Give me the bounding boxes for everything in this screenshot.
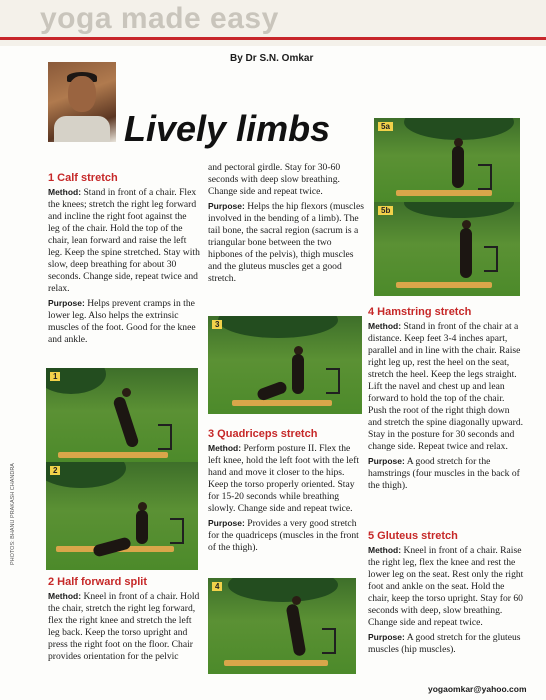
hamstring-purpose	[368, 455, 524, 492]
person-figure	[292, 354, 304, 394]
title-divider	[0, 37, 546, 40]
quadriceps-purpose	[208, 517, 364, 554]
yoga-mat	[224, 660, 328, 666]
person-leg	[92, 536, 132, 557]
method-label: Method:	[368, 545, 402, 555]
yoga-mat	[232, 400, 332, 406]
quadriceps-method	[208, 442, 364, 515]
person-figure	[286, 603, 307, 656]
tree-foliage	[404, 202, 514, 218]
photo-number-tag: 3	[212, 320, 222, 329]
calf-stretch-section	[48, 172, 200, 348]
yoga-mat	[58, 452, 168, 458]
gluteus-title: 5 Gluteus stretch	[368, 530, 458, 542]
quadriceps-section	[208, 428, 364, 556]
method-label: Method:	[48, 591, 82, 601]
photo-number-tag: 1	[50, 372, 60, 381]
half-split-purpose	[208, 200, 364, 285]
article-headline: Lively limbs	[124, 108, 331, 149]
photo-number-tag: 5b	[378, 206, 393, 215]
person-leg	[256, 380, 288, 402]
hamstring-method-text: Stand in front of the chair at a distance. Keep feet 3-4 inches apart, parallel and in line with the chair. Raise right leg up, rest the heel on the seat, stretch the heel. Keep the legs straight. Lift the navel and chest up and lean forward to hold the top of the chair. Push the root of the right thigh down and stretch the spine diagonally upward. Stay in the posture for 30 seconds and change side. Repeat twice and relax.	[368, 321, 524, 452]
hamstring-method	[368, 320, 524, 453]
method-label: Method:	[368, 321, 402, 331]
half-split-method	[48, 590, 202, 663]
chair	[170, 518, 184, 544]
calf-method	[48, 186, 200, 295]
purpose-label: Purpose:	[48, 298, 85, 308]
half-split-section	[48, 576, 202, 665]
chair	[158, 424, 172, 450]
photo-half-forward-split	[46, 462, 198, 570]
author-email[interactable]: yogaomkar@yahoo.com	[428, 684, 527, 694]
photo-quadriceps-stretch	[208, 316, 362, 414]
gluteus-method-text: Kneel in front of a chair. Raise the right leg, flex the knee and rest the lower leg on the seat. Rest only the right foot and ankle on the seat. Hold the chair, keep the torso upright. Stay for 60 seconds with deep, slow breathing. Change side and repeat twice.	[368, 545, 524, 628]
photo-number-tag: 5a	[378, 122, 393, 131]
half-split-method-text: Kneel in front of a chair. Hold the chair, stretch the right leg forward, flex the right knee and stretch the left leg back. Keep the torso upright and press the right foot on the floor. Chair provides orientation for the pelvic	[48, 591, 200, 662]
method-label: Method:	[48, 187, 82, 197]
photo-gluteus-stretch-a	[374, 118, 520, 202]
calf-purpose-text: Helps prevent cramps in the lower leg. Also helps the extrinsic muscles of the foot. Good for the knee and ankle.	[48, 298, 196, 345]
yoga-mat	[396, 282, 492, 288]
half-split-continued-text: and pectoral girdle. Stay for 30-60 seconds with deep slow breathing. Change side and repeat twice.	[208, 162, 341, 197]
hamstring-purpose-text: A good stretch for the hamstrings (four muscles in the back of the thigh).	[368, 456, 520, 491]
author-portrait	[48, 62, 116, 142]
gluteus-section	[368, 530, 524, 658]
photo-number-tag: 2	[50, 466, 60, 475]
quadriceps-purpose-text: Provides a very good stretch for the quadriceps (muscles in the front of the thigh).	[208, 518, 359, 553]
half-split-title: 2 Half forward split	[48, 576, 148, 588]
person-figure	[112, 395, 139, 448]
chair	[478, 164, 492, 190]
chair	[322, 628, 336, 654]
purpose-label: Purpose:	[208, 201, 245, 211]
person-figure	[460, 228, 472, 278]
calf-stretch-title: 1 Calf stretch	[48, 172, 118, 184]
quadriceps-title: 3 Quadriceps stretch	[208, 428, 318, 440]
person-figure	[136, 510, 148, 544]
person-head	[122, 388, 131, 397]
half-split-purpose-text: Helps the hip flexors (muscles involved in the bending of a limb). The tail bone, the sacral region (sacrum is a triangular bone between the two hipbones of the pelvis), thigh muscles and the gluteus muscles get a good stretch.	[208, 201, 364, 284]
portrait-face	[68, 76, 96, 112]
quadriceps-method-text: Perform posture II. Flex the left knee, hold the left foot with the left hand and move it closer to the hips. Keep the torso properly oriented. Stay for 15-20 seconds while breathing slowly. Change side and repeat twice.	[208, 443, 360, 514]
photo-number-tag: 4	[212, 582, 222, 591]
gluteus-method	[368, 544, 524, 629]
calf-method-text: Stand in front of a chair. Flex the knees; stretch the right leg forward and incline the right foot against the leg of the chair. Hold the top of the chair, lean forward and raise the left leg. Keep the spine stretched. Stay with slow, deep breathing for about 30 seconds. Change side, repeat twice and relax.	[48, 187, 200, 294]
tree-foliage	[404, 118, 514, 140]
chair	[484, 246, 498, 272]
gluteus-purpose-text: A good stretch for the gluteus muscles (hip muscles).	[368, 632, 521, 655]
portrait-shirt	[54, 116, 110, 142]
calf-purpose	[48, 297, 200, 346]
gluteus-purpose	[368, 631, 524, 656]
photo-credit: PHOTOS: BHANU PRAKASH CHANDRA	[10, 463, 16, 565]
chair	[326, 368, 340, 394]
photo-gluteus-stretch-b	[374, 202, 520, 296]
purpose-label: Purpose:	[368, 632, 405, 642]
magazine-section-title: yoga made easy	[40, 2, 279, 35]
half-split-continued	[208, 162, 364, 287]
person-figure	[452, 146, 464, 188]
tree-foliage	[218, 316, 338, 338]
purpose-label: Purpose:	[368, 456, 405, 466]
hamstring-section	[368, 306, 524, 494]
photo-calf-stretch	[46, 368, 198, 464]
yoga-mat	[396, 190, 492, 196]
tree-foliage	[228, 578, 338, 602]
photo-hamstring-stretch	[208, 578, 356, 674]
hamstring-title: 4 Hamstring stretch	[368, 306, 472, 318]
byline: By Dr S.N. Omkar	[230, 53, 314, 64]
purpose-label: Purpose:	[208, 518, 245, 528]
method-label: Method:	[208, 443, 242, 453]
